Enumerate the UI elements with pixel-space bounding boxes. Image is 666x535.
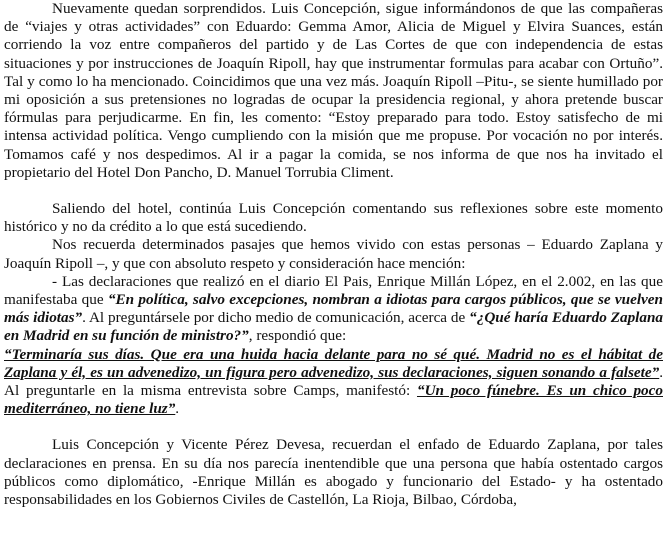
paragraph-2: Saliendo del hotel, continúa Luis Concepción comentando sus reflexiones sobre este momento histórico y no da crédito a lo que está sucediendo. [4, 200, 663, 236]
text-run: . Al preguntarle en la misma entrevista sobre Camps, manifestó: [4, 363, 663, 400]
quote-answer: “Terminaría sus días. Que era una huida hacia delante para no sé qué. Madrid no es el hábitat de Zaplana y él, es un advenedizo, un figura pero advenedizo, sus declaraciones, siguen sonando a falsete” [4, 345, 663, 381]
paragraph-3: Nos recuerda determinados pasajes que hemos vivido con estas personas – Eduardo Zaplana y Joaquín Ripoll –, y que con absoluto respeto y consideración hace mención: [4, 236, 663, 272]
paragraph-4 [4, 273, 663, 419]
paragraph-5: Luis Concepción y Vicente Pérez Devesa, recuerdan el enfado de Eduardo Zaplana, por tales declaraciones en prensa. En su día nos parecía inentendible que una persona que había ostentado cargos públicos como diplomático, -Enrique Millán es abogado y funcionario del Estado- y ha ostentado responsabilidades en los Gobiernos Civiles de Castellón, La Rioja, Bilbao, Córdoba, [4, 436, 663, 509]
document-page [4, 0, 663, 509]
text-run: - Las declaraciones que realizó en el diario El Pais, Enrique Millán López, en el 2.002, en las que manifestaba que [4, 272, 663, 309]
text-run: . [175, 400, 180, 418]
quote-camps: “Un poco fúnebre. Es un chico poco mediterráneo, no tiene luz” [4, 382, 663, 418]
quote-question: “¿Qué haría Eduardo Zaplana en Madrid en su función de ministro?” [4, 309, 664, 345]
paragraph-gap [4, 418, 663, 436]
paragraph-1: Nuevamente quedan sorprendidos. Luis Concepción, sigue informándonos de que las compañeras de “viajes y otras actividades” con Eduardo: Gemma Amor, Alicia de Miguel y Elvira Suances, están corriendo la voz entre compañeros del partido y de Las Cortes de que con independencia de estas situaciones y por instrucciones de Joaquín Ripoll, hay que instrumentar formulas para acabar con Ortuño”. Tal y como lo ha mencionado. Coincidimos que una vez más. Joaquín Ripoll –Pitu-, se siente humillado por mi oposición a sus pretensiones no logradas de ocupar la presidencia regional, y ahora pretende buscar fórmulas para perjudicarme. En fin, les comento: “Estoy preparado para todo. Estoy satisfecho de mi intensa actividad política. Vengo cumpliendo con la misión que me propuse. Por vocación no por interés. Tomamos café y nos despedimos. Al ir a pagar la comida, se nos informa de que nos ha invitado el propietario del Hotel Don Pancho, D. Manuel Torrubia Climent. [4, 0, 663, 181]
text-run: , respondió que: [248, 327, 347, 345]
quote-idiotas: “En política, salvo excepciones, nombran a idiotas para cargos públicos, que se vuelven más idiotas” [4, 291, 663, 327]
text-run: . Al preguntársele por dicho medio de comunicación, acerca de [82, 309, 470, 327]
paragraph-gap [4, 182, 663, 200]
